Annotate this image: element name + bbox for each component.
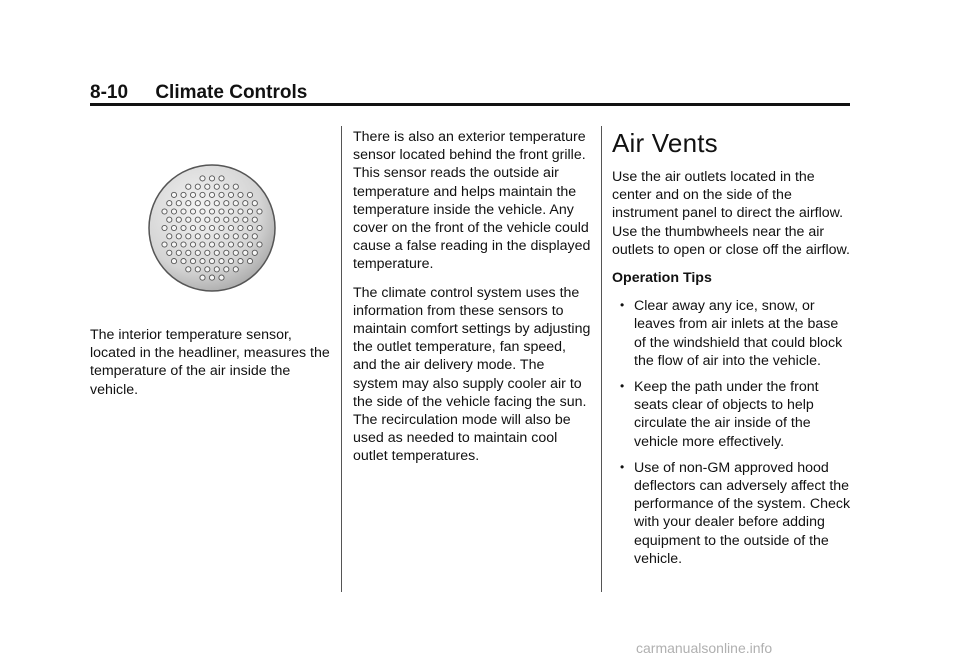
grille-hole: [162, 209, 167, 214]
grille-hole: [214, 234, 219, 239]
grille-hole: [205, 234, 210, 239]
grille-hole: [200, 242, 205, 247]
bullet-icon: •: [620, 298, 625, 313]
grille-hole: [224, 201, 229, 206]
grille-hole: [214, 267, 219, 272]
grille-hole: [167, 250, 172, 255]
grille-hole: [162, 242, 167, 247]
grille-hole: [176, 250, 181, 255]
grille-hole: [243, 201, 248, 206]
grille-hole: [176, 217, 181, 222]
grille-hole: [186, 234, 191, 239]
grille-hole: [233, 234, 238, 239]
grille-hole: [181, 209, 186, 214]
grille-hole: [224, 234, 229, 239]
grille-hole: [247, 209, 252, 214]
grille-hole: [238, 259, 243, 264]
page-number: 8-10: [90, 82, 129, 103]
page-header: [90, 82, 307, 104]
operation-tips-subheading: Operation Tips: [612, 270, 712, 287]
grille-hole: [224, 184, 229, 189]
grille-hole: [176, 234, 181, 239]
operation-tips-list: [612, 297, 852, 568]
grille-hole: [190, 225, 195, 230]
grille-hole: [219, 275, 224, 280]
grille-hole: [190, 192, 195, 197]
grille-hole: [247, 192, 252, 197]
grille-hole: [195, 217, 200, 222]
grille-hole: [171, 209, 176, 214]
grille-hole: [186, 201, 191, 206]
column-divider: [341, 126, 342, 592]
list-item: • Use of non-GM approved hood deflectors can adversely affect the performance of the system. Check with your dealer before adding equipment to the outside of the vehicle.: [620, 459, 851, 567]
grille-hole: [228, 209, 233, 214]
grille-hole: [219, 192, 224, 197]
grille-hole: [190, 242, 195, 247]
column-divider: [601, 126, 602, 592]
grille-hole: [233, 201, 238, 206]
bullet-icon: •: [620, 459, 625, 474]
grille-hole: [252, 234, 257, 239]
grille-hole: [224, 250, 229, 255]
grille-hole: [200, 192, 205, 197]
grille-hole: [200, 259, 205, 264]
grille-hole: [181, 225, 186, 230]
grille-hole: [247, 242, 252, 247]
grille-hole: [219, 225, 224, 230]
grille-hole: [247, 225, 252, 230]
grille-hole: [243, 234, 248, 239]
grille-hole: [190, 259, 195, 264]
grille-hole: [243, 217, 248, 222]
grille-hole: [167, 234, 172, 239]
grille-hole: [171, 225, 176, 230]
grille-hole: [219, 259, 224, 264]
grille-hole: [167, 201, 172, 206]
grille-hole: [228, 259, 233, 264]
grille-hole: [238, 242, 243, 247]
air-vents-intro: Use the air outlets located in the center and on the side of the instrument panel to direct the airflow. Use the thumbwheels near the air outlets to open or close off the airflow.: [612, 169, 850, 258]
grille-hole: [176, 201, 181, 206]
grille-hole: [228, 192, 233, 197]
grille-hole: [257, 225, 262, 230]
grille-hole: [195, 234, 200, 239]
grille-hole: [209, 259, 214, 264]
list-item: • Clear away any ice, snow, or leaves from air inlets at the base of the windshield that could block the flow of air into the vehicle.: [620, 298, 843, 369]
grille-hole: [171, 192, 176, 197]
grille-hole: [186, 217, 191, 222]
air-vents-heading: Air Vents: [612, 128, 718, 158]
grille-hole: [233, 217, 238, 222]
grille-hole: [209, 275, 214, 280]
grille-hole: [209, 176, 214, 181]
grille-hole: [205, 267, 210, 272]
grille-hole: [252, 201, 257, 206]
grille-hole: [238, 192, 243, 197]
grille-hole: [195, 267, 200, 272]
grille-hole: [219, 242, 224, 247]
grille-hole: [209, 192, 214, 197]
column-right: [612, 128, 852, 576]
grille-hole: [186, 250, 191, 255]
grille-hole: [200, 275, 205, 280]
grille-hole: [238, 209, 243, 214]
grille-hole: [181, 259, 186, 264]
grille-hole: [219, 209, 224, 214]
grille-hole: [224, 217, 229, 222]
grille-hole: [233, 250, 238, 255]
column-left: [90, 326, 330, 409]
grille-hole: [219, 176, 224, 181]
interior-sensor-paragraph: The interior temperature sensor, located in the headliner, measures the temperature of the air inside the vehicle.: [90, 327, 330, 398]
grille-hole: [167, 217, 172, 222]
column-middle: [353, 128, 593, 476]
grille-hole: [243, 250, 248, 255]
grille-hole: [200, 225, 205, 230]
grille-hole: [181, 192, 186, 197]
list-item: • Keep the path under the front seats clear of objects to help circulate the air inside of the vehicle more effectively.: [620, 379, 819, 450]
grille-hole: [228, 225, 233, 230]
bullet-icon: •: [620, 379, 625, 394]
grille-hole: [214, 217, 219, 222]
grille-hole: [171, 259, 176, 264]
section-title: Climate Controls: [155, 82, 308, 103]
grille-hole: [224, 267, 229, 272]
grille-hole: [252, 217, 257, 222]
exterior-sensor-paragraph: There is also an exterior temperature sensor located behind the front grille. This sensor reads the outside air temperature and helps maintain the temperature inside the vehicle. Any cover on the front of the vehicle could cause a false reading in the displayed temperature.: [353, 129, 591, 273]
grille-hole: [252, 250, 257, 255]
grille-hole: [195, 184, 200, 189]
grille-hole: [214, 201, 219, 206]
grille-hole: [195, 201, 200, 206]
grille-hole: [257, 209, 262, 214]
grille-hole: [200, 209, 205, 214]
header-rule: [90, 103, 850, 106]
grille-hole: [233, 184, 238, 189]
temperature-sensor-illustration: [147, 163, 277, 293]
grille-hole: [214, 250, 219, 255]
grille-hole: [205, 250, 210, 255]
grille-hole: [200, 176, 205, 181]
grille-hole: [233, 267, 238, 272]
grille-hole: [205, 201, 210, 206]
grille-hole: [214, 184, 219, 189]
grille-hole: [186, 184, 191, 189]
grille-hole: [205, 217, 210, 222]
grille-hole: [171, 242, 176, 247]
grille-hole: [181, 242, 186, 247]
grille-hole: [247, 259, 252, 264]
grille-hole: [205, 184, 210, 189]
grille-hole: [238, 225, 243, 230]
climate-system-paragraph: The climate control system uses the information from these sensors to maintain comfort settings by adjusting the outlet temperature, fan speed, and the air delivery mode. The system may also supply cooler air to the side of the vehicle facing the sun. The recirculation mode will also be used as needed to maintain cool outlet temperatures.: [353, 284, 591, 465]
grille-hole: [209, 242, 214, 247]
grille-hole: [228, 242, 233, 247]
grille-hole: [190, 209, 195, 214]
grille-hole: [209, 209, 214, 214]
watermark: carmanualsonline.info: [636, 640, 773, 656]
grille-hole: [186, 267, 191, 272]
grille-hole: [162, 225, 167, 230]
grille-hole: [195, 250, 200, 255]
grille-hole: [209, 225, 214, 230]
grille-hole: [257, 242, 262, 247]
